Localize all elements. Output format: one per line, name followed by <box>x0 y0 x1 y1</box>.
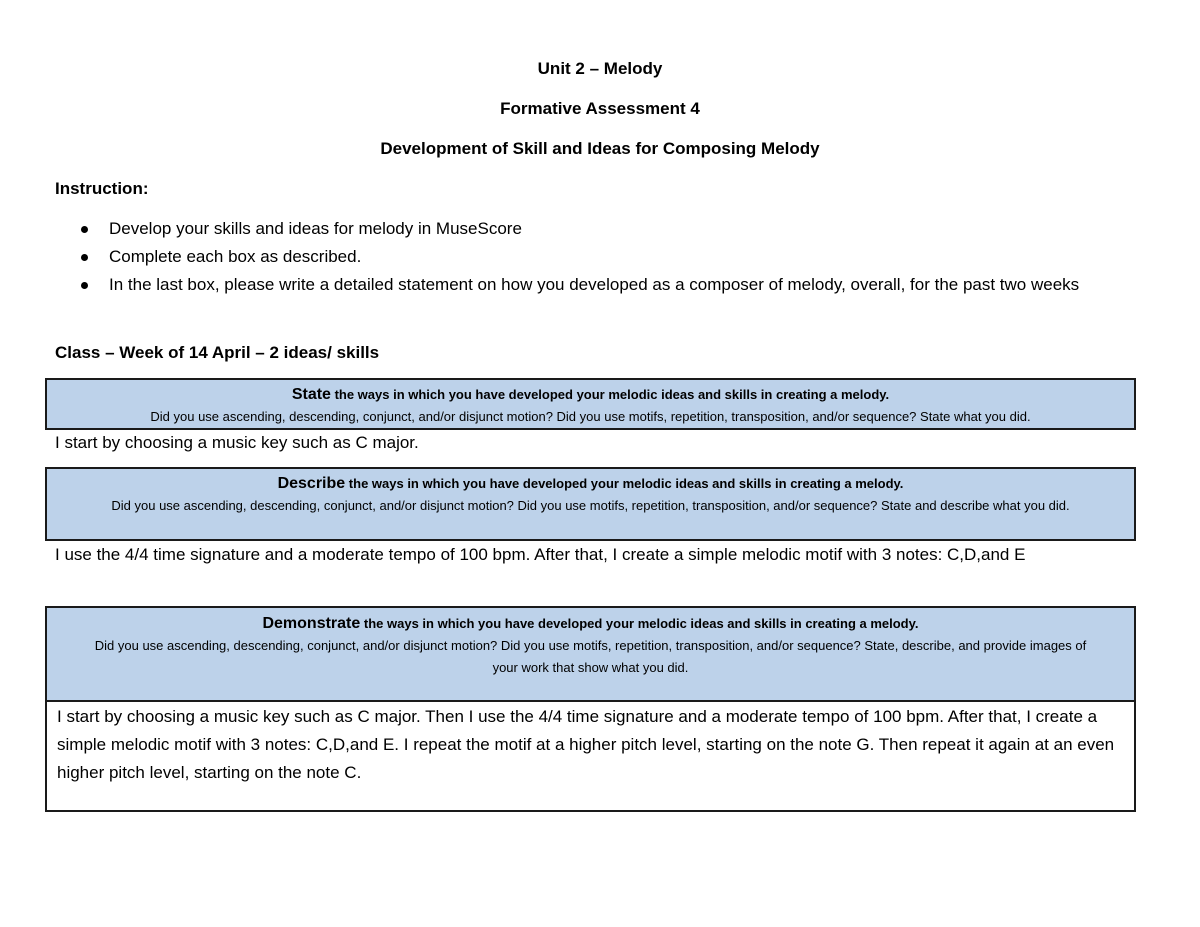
demonstrate-prompt: Did you use ascending, descending, conjunct, and/or disjunct motion? Did you use motifs, repetition, transposition, and/or sequence? State, describe, and provide images of your work that show what you did. <box>94 638 1087 675</box>
describe-keyword: Describe <box>277 475 346 492</box>
bullet-icon <box>81 254 88 261</box>
state-subtitle: the ways in which you have developed your melodic ideas and skills in creating a melody. <box>334 387 890 402</box>
unit-title: Unit 2 – Melody <box>537 59 663 78</box>
state-prompt-box <box>45 378 1136 430</box>
state-answer: I start by choosing a music key such as C major. <box>55 433 419 452</box>
demonstrate-prompt-box <box>45 606 1136 702</box>
instruction-item: In the last box, please write a detailed statement on how you developed as a composer of melody, overall, for the past two weeks <box>55 271 1135 299</box>
topic-title: Development of Skill and Ideas for Composing Melody <box>380 139 820 158</box>
demonstrate-keyword: Demonstrate <box>262 615 361 632</box>
describe-subtitle: the ways in which you have developed your melodic ideas and skills in creating a melody. <box>348 476 904 491</box>
instruction-label: Instruction: <box>55 179 149 198</box>
class-week-heading: Class – Week of 14 April – 2 ideas/ skills <box>55 343 380 362</box>
instruction-item: Develop your skills and ideas for melody in MuseScore <box>55 215 1135 243</box>
instruction-list <box>55 215 1135 299</box>
demonstrate-answer: I start by choosing a music key such as C major. Then I use the 4/4 time signature and a moderate tempo of 100 bpm. After that, I create a simple melodic motif with 3 notes: C,D,and E. I repeat the motif at a higher pitch level, starting on the note G. Then repeat it again at an even higher pitch level, starting on the note C. <box>57 707 1115 782</box>
instruction-item: Complete each box as described. <box>55 243 1135 271</box>
describe-prompt: Did you use ascending, descending, conjunct, and/or disjunct motion? Did you use motifs, repetition, transposition, and/or sequence? State and describe what you did. <box>111 498 1070 513</box>
state-keyword: State <box>291 386 331 403</box>
describe-answer: I use the 4/4 time signature and a moderate tempo of 100 bpm. After that, I create a simple melodic motif with 3 notes: C,D,and E <box>55 545 1026 564</box>
demonstrate-answer-box <box>45 701 1136 812</box>
bullet-icon <box>81 226 88 233</box>
state-prompt: Did you use ascending, descending, conjunct, and/or disjunct motion? Did you use motifs, repetition, transposition, and/or sequence? State what you did. <box>150 409 1031 424</box>
describe-prompt-box <box>45 467 1136 541</box>
assessment-title: Formative Assessment 4 <box>500 99 700 118</box>
bullet-icon <box>81 282 88 289</box>
demonstrate-subtitle: the ways in which you have developed your melodic ideas and skills in creating a melody. <box>363 616 919 631</box>
